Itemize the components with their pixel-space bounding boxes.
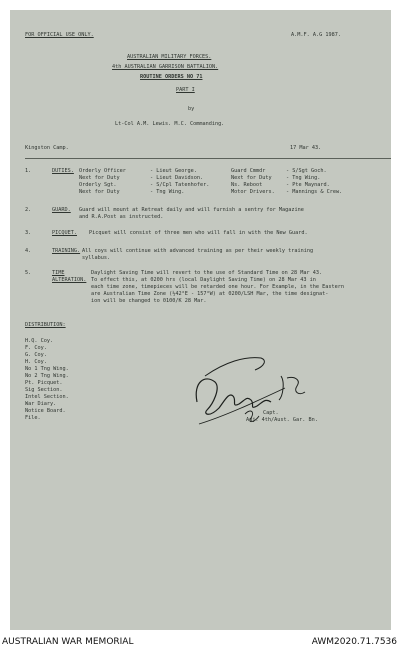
item-5-number: 5.: [25, 270, 32, 276]
item-4-text: All coys will continue with advanced training as per their weekly training: [82, 248, 314, 254]
distribution-item: Pt. Picquet.: [25, 380, 63, 386]
item-2-title: GUARD.: [52, 207, 71, 213]
item-4-title: TRAINING.: [52, 248, 81, 254]
distribution-item: G. Coy.: [25, 352, 47, 358]
duty-role: Next for Duty: [79, 189, 120, 195]
footer-reference: AWM2020.71.7536: [311, 637, 397, 647]
divider-top: [25, 158, 391, 159]
item-5-text: Daylight Saving Time will revert to the use of Standard Time on 28 Mar 43.: [91, 270, 323, 276]
part-label: PART I: [176, 87, 195, 93]
item-5-text: To effect this, at 0200 hrs (local Daylight Saving Time) on 28 Mar 43 in: [91, 277, 316, 283]
distribution-item: Notice Board.: [25, 408, 66, 414]
by-label: by: [188, 106, 195, 112]
duty-person: - Lieut Davidson.: [150, 175, 204, 181]
distribution-item: No 1 Tng Wing.: [25, 366, 69, 372]
distribution-item: H.Q. Coy.: [25, 338, 54, 344]
orders-title: ROUTINE ORDERS NO 71: [140, 74, 203, 80]
place-label: Kingston Camp.: [25, 145, 69, 151]
item-5-title-line-2: ALTERATION.: [52, 277, 87, 283]
distribution-item: File.: [25, 415, 41, 421]
item-3-text: Picquet will consist of three men who will fall in with the New Guard.: [89, 230, 308, 236]
duty-role: Ns. Reboot: [231, 182, 263, 188]
distribution-item: Sig Section.: [25, 387, 63, 393]
org-line-1: AUSTRALIAN MILITARY FORCES.: [127, 54, 212, 60]
commander-line: Lt-Col A.M. Lewis. M.C. Commanding.: [115, 121, 225, 127]
duty-role: Next for Duty: [79, 175, 120, 181]
duty-role: Next for Duty: [231, 175, 272, 181]
duty-person: - Lieut George.: [150, 168, 197, 174]
duty-person: - Mannings & Crew.: [286, 189, 343, 195]
duty-person: - S/Cpl Tatenhofer.: [150, 182, 210, 188]
item-1-title: DUTIES.: [52, 168, 74, 174]
item-5-text: are Australian Time Zone (½42°E - 157°W) at 0200/LSH Mar, the time designat-: [91, 291, 329, 297]
signature-rank: Capt.: [263, 410, 279, 416]
duty-person: - Tng Wing.: [150, 189, 185, 195]
item-3-number: 3.: [25, 230, 32, 236]
item-5-text: each time zone, timepieces will be retarded one hour. For Example, in the Eastern: [91, 284, 344, 290]
date-label: 17 Mar 43.: [290, 145, 322, 151]
form-reference: A.M.F. A.G 1987.: [291, 32, 341, 38]
signature-appointment: Adj. 4th/Aust. Gar. Bn.: [246, 417, 318, 423]
distribution-item: War Diary.: [25, 401, 57, 407]
item-1-number: 1.: [25, 168, 32, 174]
item-5-text: ion will be changed to 0100/K 28 Mar.: [91, 298, 207, 304]
org-line-2: 4th AUSTRALIAN GARRISON BATTALION.: [112, 64, 219, 70]
distribution-item: Intel Section.: [25, 394, 69, 400]
item-5-title: TIME: [52, 270, 65, 276]
document-page: [10, 10, 391, 630]
duty-role: Guard Cmmdr: [231, 168, 266, 174]
distribution-item: No 2 Tng Wing.: [25, 373, 69, 379]
duty-person: - Pte Maynard.: [286, 182, 330, 188]
item-2-text: and R.A.Post as instructed.: [79, 214, 164, 220]
item-2-number: 2.: [25, 207, 32, 213]
duty-role: Orderly Sgt.: [79, 182, 117, 188]
item-2-text: Guard will mount at Retreat daily and will furnish a sentry for Magazine: [79, 207, 304, 213]
distribution-title: DISTRIBUTION:: [25, 322, 66, 328]
duty-role: Orderly Officer: [79, 168, 126, 174]
distribution-item: F. Coy.: [25, 345, 47, 351]
item-4-text: syllabus.: [82, 255, 111, 261]
duty-person: - Tng Wing.: [286, 175, 321, 181]
classification-label: FOR OFFICIAL USE ONLY.: [25, 32, 94, 38]
item-3-title: PICQUET.: [52, 230, 77, 236]
distribution-item: H. Coy.: [25, 359, 47, 365]
duty-person: - S/Sgt Goch.: [286, 168, 327, 174]
duty-role: Motor Drivers.: [231, 189, 275, 195]
footer-institution: AUSTRALIAN WAR MEMORIAL: [2, 637, 134, 647]
item-4-number: 4.: [25, 248, 32, 254]
